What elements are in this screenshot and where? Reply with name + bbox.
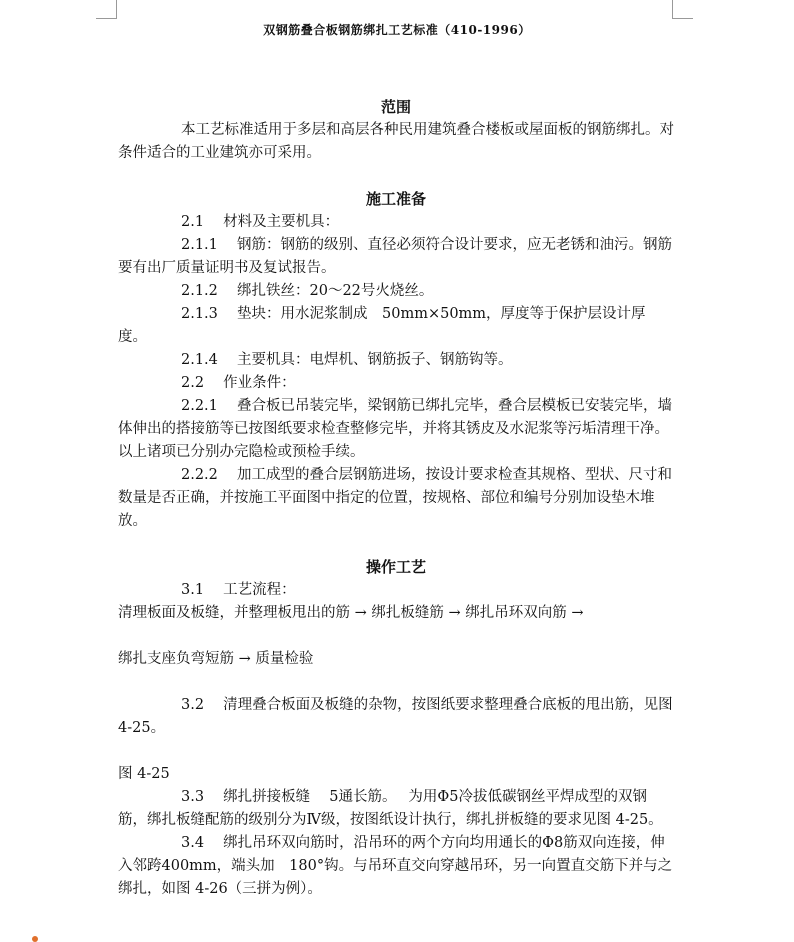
clause-2-2: 2.2 作业条件：	[181, 375, 296, 391]
margin-mark-top-right	[672, 0, 693, 19]
section-title-prep: 施工准备	[365, 190, 426, 208]
clause-2-1-1: 2.1.1 钢筋：钢筋的级别、直径必须符合设计要求，应无老锈和油污。钢筋要有出厂质量证明书及复试报告。	[118, 237, 673, 276]
corner-dot	[32, 936, 38, 942]
clause-2-2-1: 2.2.1 叠合板已吊装完毕，梁钢筋已绑扎完毕，叠合层模板已安装完毕，墙体伸出的搭接筋等已按图纸要求检查整修完毕，并将其锈皮及水泥浆等污垢清理干净。以上诸项已分别办完隐检或预检手续。	[118, 398, 673, 460]
page-header: 双钢筋叠合板钢筋绑扎工艺标准（410-1996）	[263, 23, 531, 37]
clause-2-1-2: 2.1.2 绑扎铁丝：20～22号火烧丝。	[181, 283, 434, 299]
section-title-scope: 范围	[380, 98, 411, 116]
document-body	[118, 96, 674, 901]
clause-2-1-4: 2.1.4 主要机具：电焊机、钢筋扳子、钢筋钩等。	[181, 352, 513, 368]
figure-caption-4-25: 图 4-25	[118, 766, 170, 782]
clause-3-2: 3.2 清理叠合板面及板缝的杂物，按图纸要求整理叠合底板的甩出筋，见图 4-25。	[118, 697, 673, 736]
clause-2-2-2: 2.2.2 加工成型的叠合层钢筋进场，按设计要求检查其规格、型状、尺寸和数量是否正确，并按施工平面图中指定的位置，按规格、部位和编号分别加设垫木堆放。	[118, 467, 673, 529]
section-title-process: 操作工艺	[365, 558, 426, 576]
clause-3-4: 3.4 绑扎吊环双向筋时，沿吊环的两个方向均用通长的Φ8筋双向连接，伸入邻跨400mm，端头加 180°钩。与吊环直交向穿越吊环，另一向置直交筋下并与之绑扎，如图 4-26（三拼为例）。	[118, 835, 673, 897]
clause-2-1-3: 2.1.3 垫块：用水泥浆制成 50mm×50mm，厚度等于保护层设计厚度。	[118, 306, 646, 345]
paragraph-scope: 本工艺标准适用于多层和高层各种民用建筑叠合楼板或屋面板的钢筋绑扎。对条件适合的工业建筑亦可采用。	[118, 122, 674, 161]
clause-3-1: 3.1 工艺流程：	[181, 582, 296, 598]
process-flow-line-1: 清理板面及板缝，并整理板甩出的筋 → 绑扎板缝筋 → 绑扎吊环双向筋 →	[118, 605, 584, 621]
clause-3-3: 3.3 绑扎拼接板缝 5通长筋。 为用Φ5冷拔低碳钢丝平焊成型的双钢筋，绑扎板缝配筋的级别分为Ⅳ级，按图纸设计执行，绑扎拼板缝的要求见图 4-25。	[118, 789, 663, 828]
clause-2-1: 2.1 材料及主要机具：	[181, 214, 340, 230]
margin-mark-top-left	[96, 0, 117, 19]
process-flow-line-2: 绑扎支座负弯短筋 → 质量检验	[118, 651, 314, 667]
